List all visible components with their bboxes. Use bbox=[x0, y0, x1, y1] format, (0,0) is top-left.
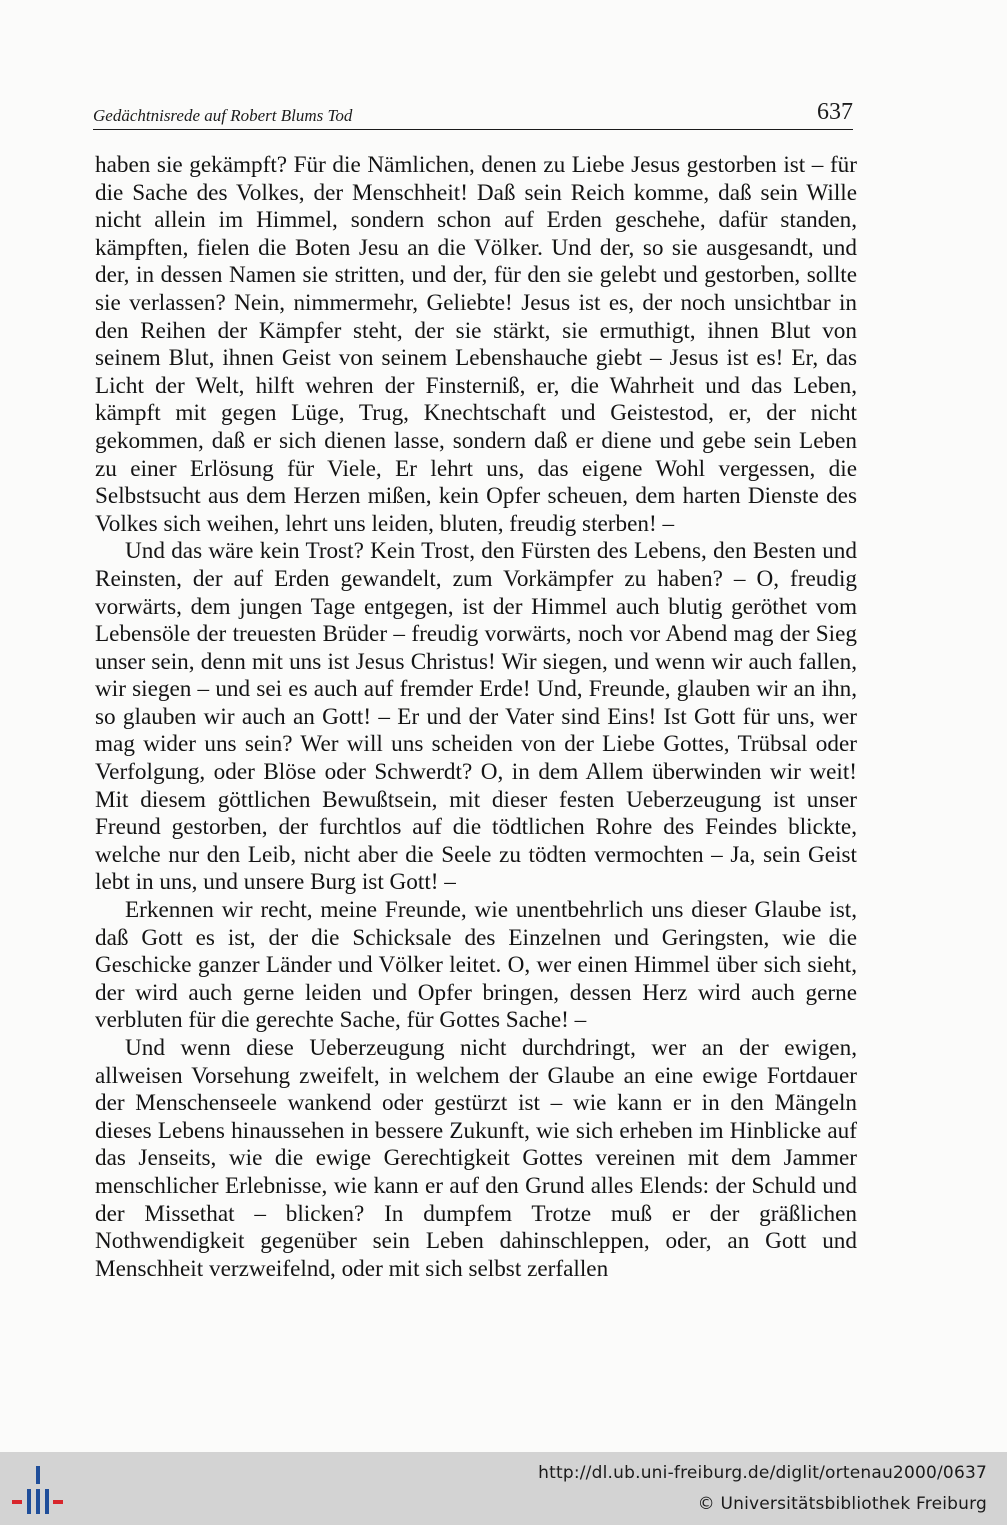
running-title: Gedächtnisrede auf Robert Blums Tod bbox=[93, 106, 353, 125]
source-url-link[interactable]: http://dl.ub.uni-freiburg.de/diglit/ortenau2000/0637 bbox=[538, 1463, 987, 1483]
footer-bar bbox=[0, 1452, 1007, 1525]
page-number: 637 bbox=[817, 99, 853, 125]
running-header bbox=[93, 100, 853, 130]
paragraph-2: Und das wäre kein Trost? Kein Trost, den Fürsten des Lebens, den Besten und Reinsten, der auf Erden gewandelt, zum Vorkämpfer zu haben? – O, freudig vorwärts, dem jungen Tage entgegen, ist der Himmel auch blutig geröthet vom Lebensöle der treuesten Brüder – freudig vorwärts, noch vor Abend mag der Sieg unser sein, denn mit uns ist Jesus Christus! Wir siegen, und wenn wir auch fallen, wir siegen – und sei es auch auf fremder Erde! Und, Freunde, glauben wir an ihn, so glauben wir auch an Gott! – Er und der Vater sind Eins! Ist Gott für uns, wer mag wider uns sein? Wer will uns scheiden von der Liebe Gottes, Trübsal oder Verfolgung, oder Blöse oder Schwerdt? O, in dem Allem überwinden wir weit! Mit diesem göttlichen Bewußtsein, mit dieser festen Ueberzeugung ist unser Freund gestorben, der furchtlos auf die tödtlichen Rohre des Feindes blickte, welche nur den Leib, nicht aber die Seele zu tödten vermochten – Ja, sein Geist lebt in uns, und unsere Burg ist Gott! – bbox=[95, 538, 857, 896]
copyright-notice: © Universitätsbibliothek Freiburg bbox=[697, 1494, 987, 1514]
paragraph-4: Und wenn diese Ueberzeugung nicht durchdringt, wer an der ewigen, allweisen Vorsehung zweifelt, in welchem der Glaube an eine ewige Fortdauer der Menschenseele wankend oder gestürzt ist – wie kann er in den Mängeln dieses Lebens hinaussehen in bessere Zukunft, wie sich erheben im Hinblicke auf das Jenseits, wie die ewige Gerechtigkeit Gottes vereinen mit dem Jammer menschlicher Erlebnisse, wie kann er auf den Grund alles Elends: der Schuld und der Missethat – blicken? In dumpfem Trotze muß er der gräßlichen Nothwendigkeit gegenüber sein Leben dahinschleppen, oder, an Gott und Menschheit verzweifelnd, oder mit sich selbst zerfallen bbox=[95, 1035, 857, 1282]
paragraph-1: haben sie gekämpft? Für die Nämlichen, denen zu Liebe Jesus gestorben ist – für die Sache des Volkes, der Menschheit! Daß sein Reich komme, daß sein Wille nicht allein im Himmel, sondern schon auf Erden geschehe, dafür standen, kämpften, fielen die Boten Jesu an die Völker. Und der, so sie ausgesandt, und der, in dessen Namen sie stritten, und der, für den sie gelebt und gestorben, sollte sie verlassen? Nein, nimmermehr, Geliebte! Jesus ist es, der noch unsichtbar in den Reihen der Kämpfer steht, der sie stärkt, sie ermuthigt, ihnen Blut von seinem Blut, ihnen Geist von seinem Lebenshauche giebt – Jesus ist es! Er, das Licht der Welt, hilft wehren der Finsterniß, er, die Wahrheit und das Leben, kämpft mit gegen Lüge, Trug, Knechtschaft und Geistestod, er, der nicht gekommen, daß er sich dienen lasse, sondern daß er diene und gebe sein Leben zu einer Erlösung für Viele, Er lehrt uns, das eigene Wohl vergessen, die Selbstsucht aus dem Herzen mißen, kein Opfer scheuen, dem harten Dienste des Volkes sich weihen, lehrt uns leiden, bluten, freudig sterben! – bbox=[95, 152, 857, 537]
ub-freiburg-logo-icon bbox=[12, 1464, 64, 1516]
paragraph-3: Erkennen wir recht, meine Freunde, wie unentbehrlich uns dieser Glaube ist, daß Gott es ist, der die Schicksale des Einzelnen und Geringsten, wie die Geschicke ganzer Länder und Völker leitet. O, wer einen Himmel über sich sieht, der wird auch gerne leiden und Opfer bringen, dessen Herz wird auch gerne verbluten für die gerechte Sache, für Gottes Sache! – bbox=[95, 897, 857, 1034]
body-text bbox=[95, 152, 857, 1283]
